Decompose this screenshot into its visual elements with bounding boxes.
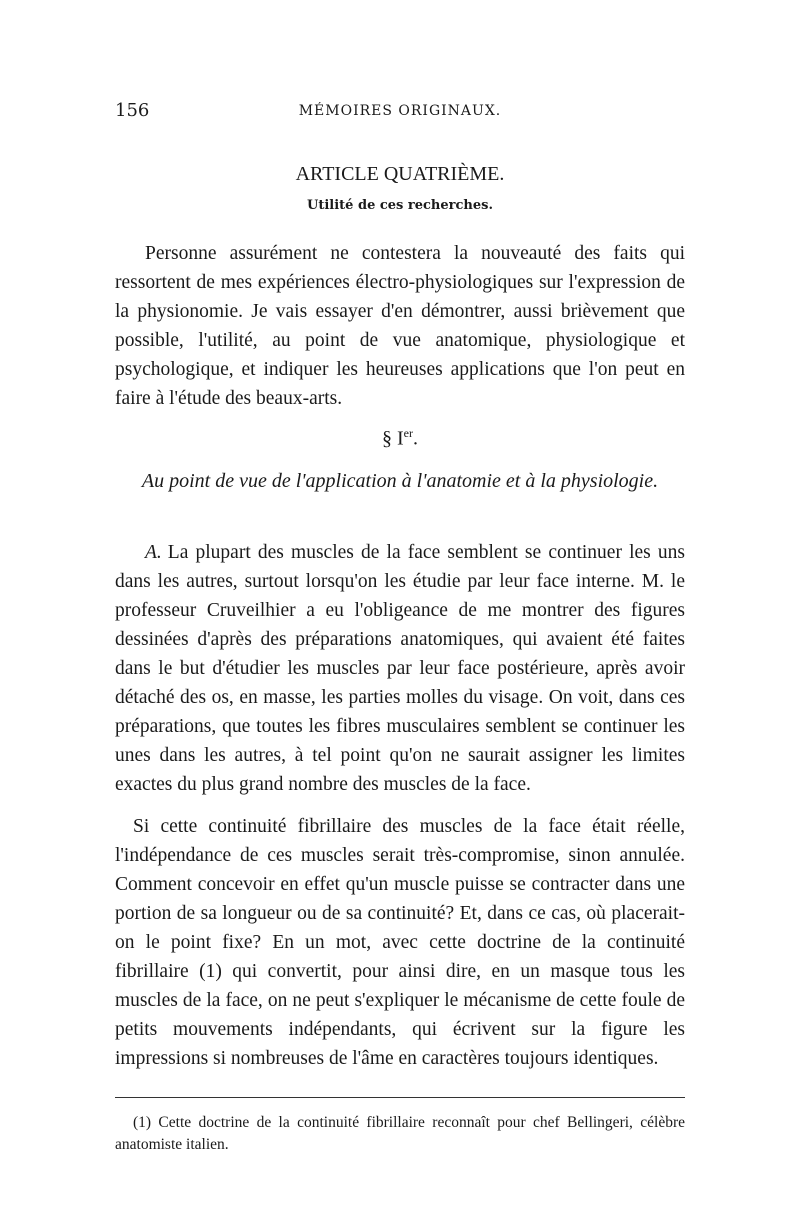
section-mark-end: . [413, 427, 418, 450]
running-title: MÉMOIRES ORIGINAUX. [298, 103, 502, 119]
paragraph-b [115, 812, 685, 1073]
footnote-divider [115, 1097, 685, 1098]
section-mark [115, 426, 685, 451]
paragraph-a-text: La plupart des muscles de la face semblent se continuer les uns dans les autres, surtout lorsqu'on les étudie par leur face interne. M. le professeur Cruveilhier a eu l'obligeance de me montrer des figures dessinées d'après des préparations anatomiques, qui avaient été faites dans le but d'étudier les muscles par leur face postérieure, après avoir détaché des os, en masse, les parties molles du visage. On voit, dans ces préparations, que toutes les fibres musculaires semblent se continuer les unes dans les autres, à tel point qu'on ne saurait assigner les limites exactes du plus grand nombre des muscles de la face. [115, 542, 685, 795]
footnote [115, 1112, 685, 1156]
page-number: 156 [115, 100, 150, 121]
section-heading: Au point de vue de l'application à l'anatomie et à la physiologie. [141, 470, 659, 492]
running-head [115, 100, 685, 122]
section-mark-sup: er [403, 426, 413, 440]
intro-paragraph-text: Personne assurément ne contestera la nouveauté des faits qui ressortent de mes expériences électro-physiologiques sur l'expression de la physionomie. Je vais essayer d'en démontrer, aussi brièvement que possible, l'utilité, au point de vue anatomique, physiologique et psychologique, et indiquer les heureuses applications que l'on peut en faire à l'étude des beaux-arts. [115, 243, 685, 409]
footnote-text: (1) Cette doctrine de la continuité fibrillaire reconnaît pour chef Bellingeri, célèbre anatomiste italien. [115, 1114, 685, 1153]
intro-paragraph [115, 239, 685, 413]
paragraph-letter: A. [145, 542, 162, 563]
section-mark-label: § I [382, 427, 404, 450]
paragraph-b-text: Si cette continuité fibrillaire des muscles de la face était réelle, l'indépendance de ces muscles serait très-compromise, sinon annulée. Comment concevoir en effet qu'un muscle puisse se contracter dans une portion de sa longueur ou de sa continuité? Et, dans ce cas, où placerait-on le point fixe? En un mot, avec cette doctrine de la continuité fibrillaire (1) qui convertit, pour ainsi dire, en un masque tous les muscles de la face, on ne peut s'expliquer le mécanisme de cette foule de petits mouvements indépendants, qui écrivent sur la figure les impressions si nombreuses de l'âme en caractères toujours identiques. [115, 816, 685, 1069]
article-subtitle: Utilité de ces recherches. [307, 198, 493, 213]
paragraph-a [115, 538, 685, 799]
article-title: ARTICLE QUATRIÈME. [295, 163, 505, 185]
